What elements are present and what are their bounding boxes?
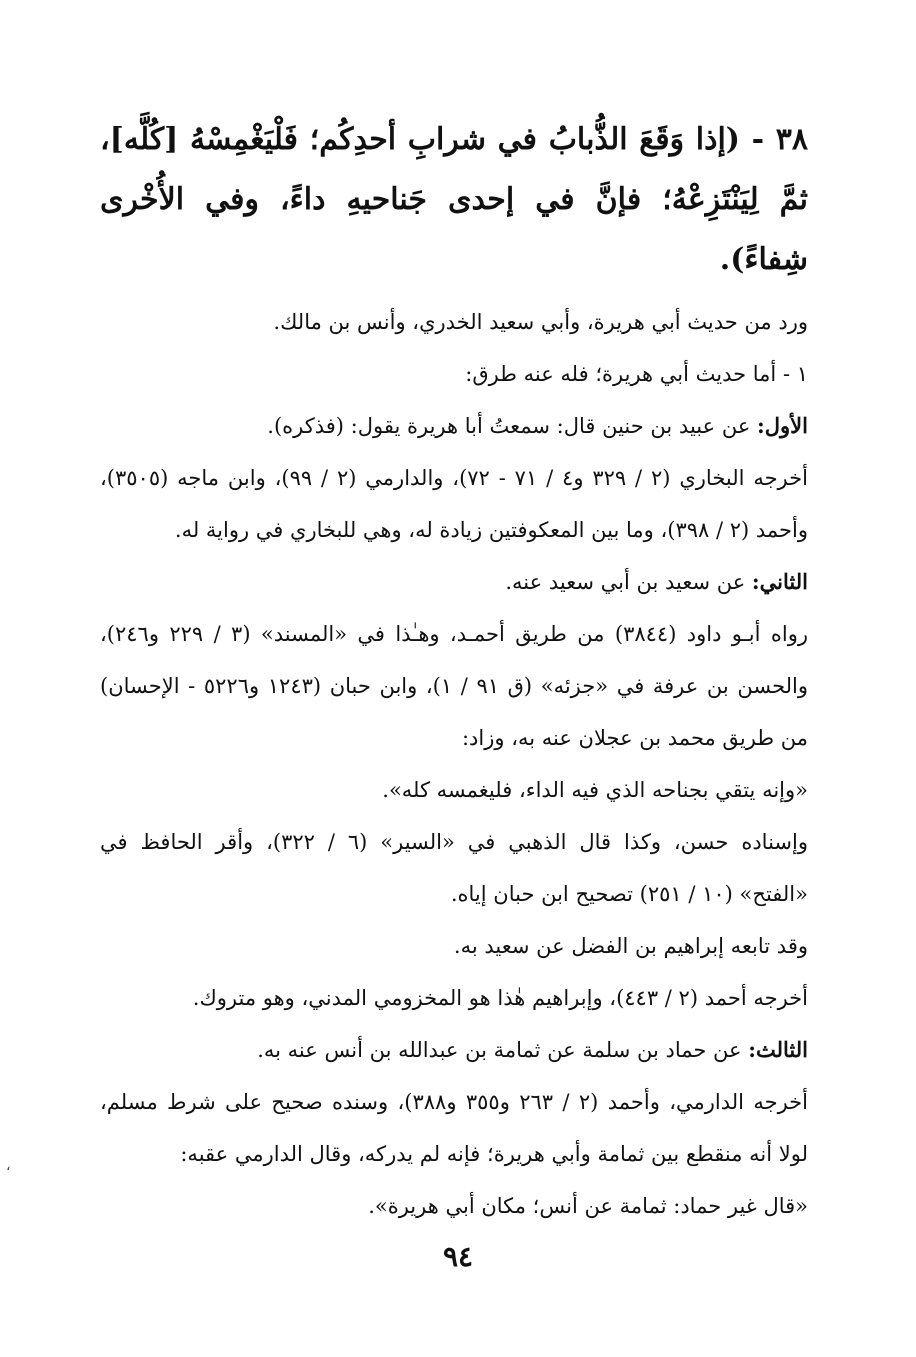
paragraph: الثالث: عن حماد بن سلمة عن ثمامة بن عبدالله بن أنس عنه به. [257, 1037, 808, 1062]
route-label: الثاني: [751, 569, 808, 594]
paragraph: ١ - أما حديث أبي هريرة؛ فله عنه طرق: [465, 362, 808, 386]
route-label: الثالث: [748, 1037, 808, 1062]
margin-mark: ، [6, 1158, 11, 1174]
paragraph: «وإنه يتقي بجناحه الذي فيه الداء، فليغمسه كله». [382, 778, 808, 802]
hadith-heading: ٣٨ - (إذا وَقَعَ الذُّبابُ في شرابِ أحدِكُم؛ فَلْيَغْمِسْهُ [كُلَّه]، ثمَّ لِيَنْتَزِعْهُ؛ فإنَّ في إحدى جَناحيهِ داءً، وفي الأُخْرى شِفاءً). [100, 122, 808, 277]
page-body [100, 110, 808, 1232]
paragraph: أخرجه أحمد (٢ / ٤٤٣)، وإبراهيم هٰذا هو المخزومي المدني، وهو متروك. [192, 986, 808, 1010]
paragraph: وإسناده حسن، وكذا قال الذهبي في «السير» (٦ / ٣٢٢)، وأقر الحافظ في «الفتح» (١٠ / ٢٥١) تصحيح ابن حبان إياه. [100, 830, 808, 906]
paragraph: رواه أبـو داود (٣٨٤٤) من طريق أحمـد، وهـٰذا في «المسند» (٣ / ٢٢٩ و٢٤٦)، والحسن بن عرفة في «جزئه» (ق ٩١ / ١)، وابن حبان (١٢٤٣ و٥٢٢٦ - الإحسان) من طريق محمد بن عجلان عنه به، وزاد: [100, 622, 808, 750]
paragraph: الثاني: عن سعيد بن أبي سعيد عنه. [505, 569, 808, 594]
paragraph: «قال غير حماد: ثمامة عن أنس؛ مكان أبي هريرة». [368, 1194, 808, 1218]
paragraph: ورد من حديث أبي هريرة، وأبي سعيد الخدري، وأنس بن مالك. [273, 310, 808, 334]
page-number: ٩٤ [442, 1240, 474, 1273]
paragraph: الأول: عن عبيد بن حنين قال: سمعتُ أبا هريرة يقول: (فذكره). [267, 413, 808, 438]
route-label: الأول: [757, 413, 808, 438]
paragraph: وقد تابعه إبراهيم بن الفضل عن سعيد به. [453, 934, 808, 958]
paragraph: أخرجه الدارمي، وأحمد (٢ / ٢٦٣ و٣٥٥ و٣٨٨)، وسنده صحيح على شرط مسلم، لولا أنه منقطع بين ثمامة وأبي هريرة؛ فإنه لم يدركه، وقال الدارمي عقبه: [100, 1090, 808, 1166]
paragraph: أخرجه البخاري (٢ / ٣٢٩ و٤ / ٧١ - ٧٢)، والدارمي (٢ / ٩٩)، وابن ماجه (٣٥٠٥)، وأحمد (٢ / ٣٩٨)، وما بين المعكوفتين زيادة له، وهي للبخاري في رواية له. [100, 466, 808, 542]
